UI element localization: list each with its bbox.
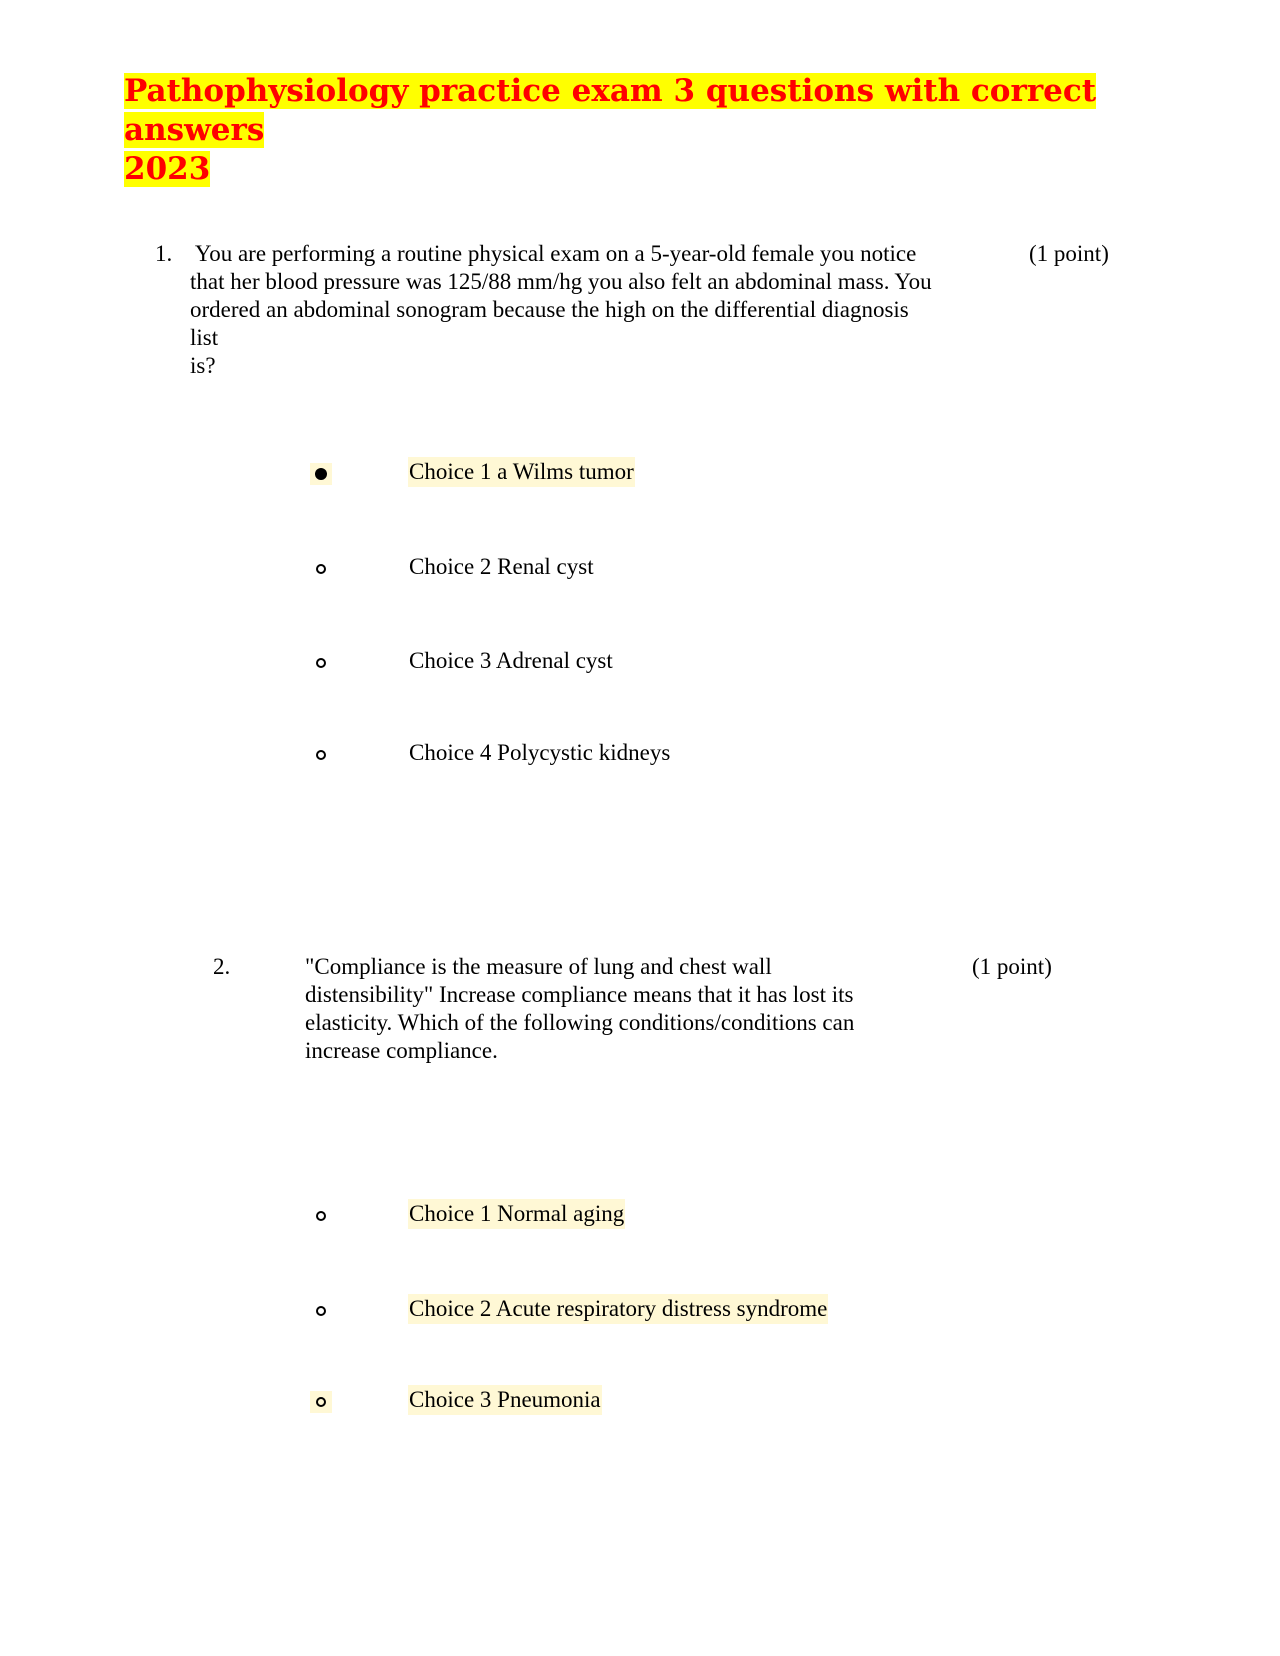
question-2-text-line: increase compliance. (305, 1038, 498, 1063)
question-1-text-line: that her blood pressure was 125/88 mm/hg you also felt an abdominal mass. You (190, 269, 932, 294)
question-1-choice-2[interactable] (300, 552, 1000, 582)
question-2-choice-2[interactable] (300, 1294, 1000, 1324)
choice-label: Choice 2 Renal cyst (409, 554, 594, 579)
question-2-text-line: elasticity. Which of the following conditions/conditions can (305, 1010, 855, 1035)
choice-label: Choice 1 Normal aging (408, 1199, 625, 1229)
question-1-text-line: ordered an abdominal sonogram because the high on the differential diagnosis (190, 297, 909, 322)
question-2-text-line: distensibility" Increase compliance means that it has lost its (305, 982, 854, 1007)
document-title (124, 72, 1124, 189)
question-2-choice-1[interactable] (300, 1199, 1000, 1229)
question-2-points: (1 point) (972, 954, 1052, 979)
choice-label: Choice 1 a Wilms tumor (408, 457, 635, 487)
question-2-number: 2. (213, 954, 231, 979)
question-1-choice-4[interactable] (300, 738, 1000, 768)
question-2-text (305, 953, 925, 1065)
question-1-text (190, 240, 1010, 380)
question-2-choice-3[interactable] (300, 1385, 1000, 1415)
radio-empty-icon[interactable] (310, 1205, 332, 1227)
choice-label: Choice 3 Pneumonia (408, 1385, 602, 1415)
document-title-line-1: Pathophysiology practice exam 3 questions with correct answers (124, 73, 1097, 148)
radio-selected-icon[interactable] (310, 463, 332, 485)
choice-label: Choice 3 Adrenal cyst (409, 648, 613, 673)
question-1-choice-3[interactable] (300, 646, 1000, 676)
question-1-text-line: list (190, 325, 219, 350)
choice-label: Choice 4 Polycystic kidneys (409, 740, 671, 765)
radio-empty-icon[interactable] (310, 744, 332, 766)
question-1-points: (1 point) (1029, 241, 1109, 266)
question-1-text-line: You are performing a routine physical exam on a 5-year-old female you notice (190, 241, 917, 266)
question-2-text-line: "Compliance is the measure of lung and chest wall (305, 954, 772, 979)
radio-empty-icon[interactable] (310, 1391, 332, 1413)
question-1-number: 1. (155, 241, 173, 266)
question-1-choice-1[interactable] (300, 457, 1000, 487)
radio-empty-icon[interactable] (310, 1300, 332, 1322)
radio-empty-icon[interactable] (310, 558, 332, 580)
document-title-line-2: 2023 (124, 151, 211, 187)
choice-label: Choice 2 Acute respiratory distress syndrome (408, 1294, 828, 1324)
radio-empty-icon[interactable] (310, 652, 332, 674)
question-1-text-line: is? (190, 353, 216, 378)
